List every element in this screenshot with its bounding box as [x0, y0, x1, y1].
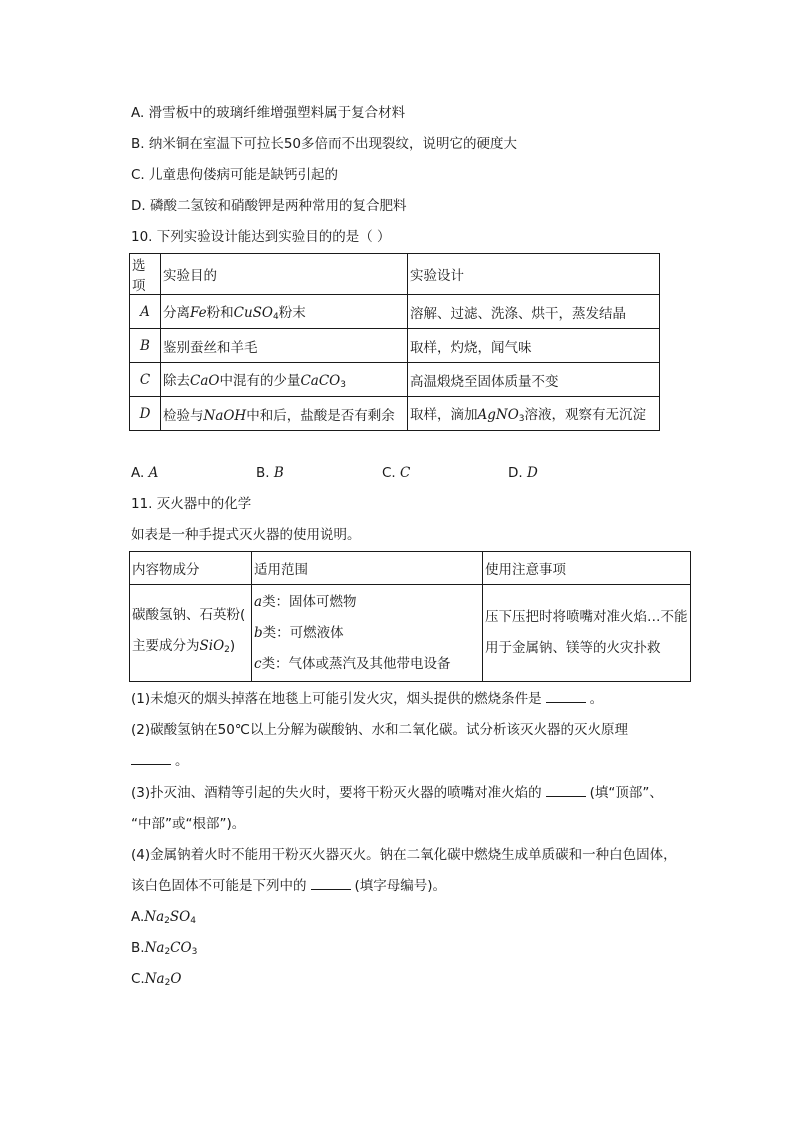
- letter: a: [254, 593, 263, 610]
- choice-label: A.: [131, 909, 145, 925]
- letter: b: [254, 624, 263, 641]
- answer-value: B: [273, 465, 284, 481]
- formula: CaO: [190, 373, 220, 389]
- text: 中和后，盐酸是否有剩余: [246, 407, 395, 424]
- text: 类：固体可燃物: [262, 593, 357, 610]
- goal-cell: 鉴别蚕丝和羊毛: [161, 329, 408, 363]
- scope-line: [254, 587, 480, 618]
- q11-sub4: (4)金属钠着火时不能用干粉灭火器灭火。钠在二氧化碳中燃烧生成单质碳和一种白色固体，: [131, 847, 677, 863]
- design-cell: 溶解、过滤、洗涤、烘干，蒸发结晶: [408, 295, 660, 329]
- header-cell: 适用范围: [252, 552, 483, 585]
- header-cell: 内容物成分: [130, 552, 252, 585]
- text: 碳酸氢钠、石英粉(: [132, 607, 246, 623]
- text: (1)未熄灭的烟头掉落在地毯上可能引发火灾，烟头提供的燃烧条件是: [131, 691, 542, 707]
- table-header-row: [130, 254, 660, 295]
- q11-stem: 11. 灭火器中的化学: [131, 496, 252, 512]
- formula: CaCO: [300, 373, 341, 389]
- table-header-row: [130, 552, 691, 585]
- q11-sub3-cont: “中部”或“根部”)。: [131, 816, 246, 832]
- answer-blank[interactable]: [546, 784, 586, 797]
- option-cell: C: [130, 363, 161, 397]
- answer-value: C: [400, 465, 411, 481]
- design-cell: 取样，灼烧，闻气味: [408, 329, 660, 363]
- scope-cell: [252, 585, 483, 682]
- answer-value: A: [148, 465, 159, 481]
- text-line: [132, 631, 249, 666]
- text: 用于金属钠、镁等的火灾扑救: [485, 640, 661, 656]
- formula: Na: [144, 971, 165, 987]
- scope-line: [254, 649, 480, 680]
- design-cell: 高温煅烧至固体质量不变: [408, 363, 660, 397]
- formula: NaOH: [203, 407, 247, 424]
- text: 除去: [163, 373, 190, 389]
- answer-value: D: [526, 465, 538, 481]
- q10-table: [129, 253, 660, 431]
- ingredient-cell: [130, 585, 252, 682]
- subscript: 3: [518, 414, 525, 424]
- q10-answer-a: [131, 464, 158, 482]
- text: 取样，滴加: [410, 407, 478, 423]
- header-cell: 实验目的: [161, 254, 408, 295]
- subscript: 4: [190, 916, 196, 926]
- q11-sub1: [131, 690, 603, 708]
- text: 粉末: [278, 305, 306, 321]
- design-cell: [408, 397, 660, 431]
- q10-answer-d: [508, 464, 538, 482]
- q9-option-d: D. 磷酸二氢铵和硝酸钾是两种常用的复合肥料: [131, 198, 407, 214]
- q11-sub2: (2)碳酸氢钠在50℃以上分解为碳酸钠、水和二氧化碳。试分析该灭火器的灭火原理: [131, 722, 628, 738]
- text: ): [229, 638, 236, 654]
- text: 粉和: [206, 305, 234, 321]
- q11-sub3: [131, 784, 663, 802]
- q10-answer-c: [382, 464, 410, 482]
- answer-blank[interactable]: [311, 877, 351, 890]
- header-cell: 实验设计: [408, 254, 660, 295]
- subscript: 4: [272, 312, 279, 322]
- q11-choice-a: [131, 908, 196, 930]
- answer-blank[interactable]: [546, 690, 586, 703]
- formula: Na: [144, 940, 165, 956]
- q11-sub4-cont: [131, 877, 446, 895]
- q11-choice-c: [131, 970, 181, 992]
- table-row: [130, 363, 660, 397]
- text: 主要成分为: [132, 638, 200, 654]
- text: 类：气体或蒸汽及其他带电设备: [261, 655, 451, 672]
- q11-table: [129, 551, 691, 682]
- choice-label: B.: [131, 940, 145, 956]
- q10-stem: 10. 下列实验设计能达到实验目的的是（ ）: [131, 229, 391, 245]
- text: 溶液，观察有无沉淀: [524, 407, 647, 423]
- goal-cell: [161, 397, 408, 431]
- formula: SO: [169, 909, 191, 925]
- formula: AgNO: [477, 407, 519, 423]
- text: 类：可燃液体: [262, 624, 344, 641]
- q9-option-b: B. 纳米铜在室温下可拉长50多倍而不出现裂纹，说明它的硬度大: [131, 136, 518, 152]
- q11-sub2-cont: [131, 752, 189, 770]
- answer-label: B.: [256, 465, 270, 481]
- text: 检验与: [163, 407, 204, 424]
- text: (填字母编号)。: [354, 878, 447, 894]
- table-row: [130, 329, 660, 363]
- formula: O: [170, 971, 182, 987]
- answer-label: D.: [508, 465, 523, 481]
- text: 。: [589, 691, 604, 707]
- option-cell: B: [130, 329, 161, 363]
- notes-cell: [483, 585, 691, 682]
- q10-answer-b: [256, 464, 284, 482]
- text: 。: [175, 753, 189, 769]
- subscript: 2: [164, 978, 171, 988]
- option-cell: A: [130, 295, 161, 329]
- formula: Na: [144, 909, 165, 925]
- q9-option-c: C. 儿童患佝偻病可能是缺钙引起的: [131, 167, 339, 183]
- q11-choice-b: [131, 939, 197, 961]
- q11-intro: 如表是一种手提式灭火器的使用说明。: [131, 527, 361, 543]
- header-cell: 选项: [130, 254, 161, 295]
- formula: Fe: [190, 305, 207, 321]
- subscript: 2: [164, 947, 171, 957]
- text: (3)扑灭油、酒精等引起的失火时，要将干粉灭火器的喷嘴对准火焰的: [131, 785, 542, 801]
- header-cell: 使用注意事项: [483, 552, 691, 585]
- formula: CuSO: [233, 305, 273, 321]
- formula: SiO: [199, 638, 225, 654]
- answer-label: C.: [382, 465, 396, 481]
- text: 该白色固体不可能是下列中的: [131, 878, 307, 894]
- subscript: 2: [164, 916, 170, 926]
- goal-cell: [161, 295, 408, 329]
- text: (填“顶部”、: [589, 785, 663, 801]
- letter: c: [254, 655, 262, 672]
- subscript: 3: [191, 947, 198, 957]
- table-row: [130, 397, 660, 431]
- formula: CO: [170, 940, 192, 956]
- answer-blank[interactable]: [131, 752, 171, 765]
- text: 中混有的少量: [219, 373, 301, 389]
- choice-label: C.: [131, 971, 145, 987]
- goal-cell: [161, 363, 408, 397]
- subscript: 2: [224, 645, 230, 655]
- subscript: 3: [340, 380, 346, 390]
- table-row: [130, 585, 691, 682]
- option-cell: D: [130, 397, 161, 431]
- text: 分离: [163, 305, 190, 321]
- scope-line: [254, 618, 480, 649]
- text: 压下压把时将喷嘴对准火焰…不能: [485, 609, 688, 625]
- table-row: [130, 295, 660, 329]
- answer-label: A.: [131, 465, 145, 481]
- q9-option-a: A. 滑雪板中的玻璃纤维增强塑料属于复合材料: [131, 105, 406, 121]
